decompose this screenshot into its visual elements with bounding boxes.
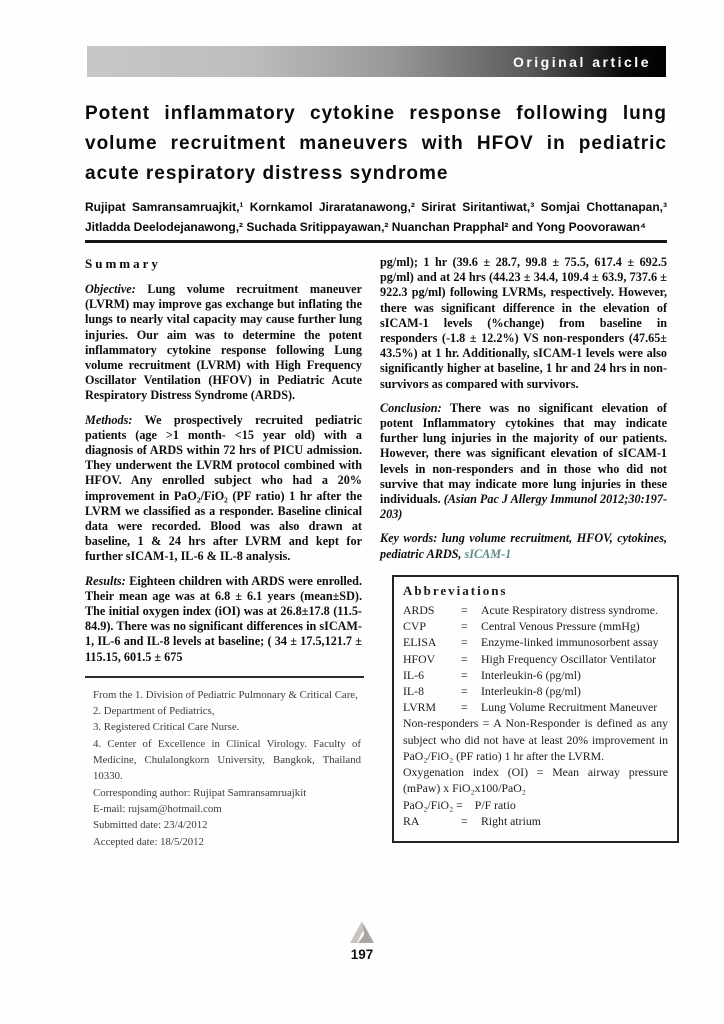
header-divider [85,240,667,243]
journal-citation: (Asian Pac J Allergy Immunol 2012;30:197-203) [380,492,668,522]
abbr-equals: = [461,700,468,715]
abbr-equals: = [461,635,468,650]
abbreviation-row [403,667,668,683]
abbreviation-row [403,683,668,699]
abbreviations-box [392,575,679,843]
abbr-definition: Right atrium [481,813,541,828]
keywords-text: lung volume recruitment, HFOV, cytokines, pediatric ARDS, [380,531,667,561]
abbreviation-row [403,634,668,650]
abbr-equals: = [461,813,468,828]
abbr-equals: = [461,667,468,682]
abbr-equals: = [461,619,468,634]
methods-paragraph [85,413,362,565]
objective-label: Objective: [85,282,136,296]
abbr-term: IL-6 [403,667,424,682]
title-line: acute respiratory distress syndrome [85,163,449,184]
footnote-divider [85,676,364,678]
abbr-equals: = [461,684,468,699]
abbr-definition: High Frequency Oscillator Ventilator [481,651,657,666]
right-column [380,255,667,850]
abbr-term: IL-8 [403,684,424,699]
journal-logo-icon [347,920,377,945]
results-label: Results: [85,573,126,588]
abbr-definition: Interleukin-6 (pg/ml) [481,667,581,682]
abbr-note-non-responders: Non-responders = A Non-Responder is defined as any subject who did not have at least 20% improvement in PaO₂/FiO₂ (PF ratio) 1 hr after the LVRM. [403,716,668,763]
footnotes [85,687,361,850]
abbr-term: PaO₂/FiO₂ = [403,797,463,812]
title-line: Potent inflammatory cytokine response following lung [85,103,667,124]
page-number: 197 [350,947,374,962]
summary-heading: Summary [85,256,161,271]
authors-line: Rujipat Samransamruajkit,¹ Kornkamol Jiraratanawong,² Sirirat Siritantiwat,³ Somjai Chottanapan,³ Jitladda Deelodejanawong,² Suchada Sritippayawan,² Nuanchan Prapphal² and Yong Poovorawan⁴ [85,200,667,234]
footnote-line: 3. Registered Critical Care Nurse. [93,721,240,734]
abbr-definition: Enzyme-linked immunosorbent assay [481,635,659,650]
methods-text: We prospectively recruited pediatric patients (age >1 month- <15 year old) with a diagnosis of ARDS within 72 hrs of PICU admission. They underwent the LVRM protocol combined with HFOV. Any enrolled subject who had a 20% improvement in PaO₂/FiO₂ (PF ratio) 1 hr after the LVRM we classified as a responder. Baseline clinical data were recorded. Blood was also drawn at baseline, 1 & 24 hrs after LVRM and kept for further sICAM-1, IL-6 & IL-8 analysis. [85,412,362,564]
keywords-label: Key words: [380,531,438,546]
objective-paragraph [85,282,362,404]
abbr-term: RA [403,813,420,828]
objective-text: Lung volume recruitment maneuver (LVRM) may improve gas exchange but inflating the lungs to nearly vital capacity may cause further lung injuries. Our aim was to determine the potent inflammatory cytokine response following Lung volume recruitment (LVRM) with High Frequency Oscillator Ventilation (HFOV) in Pediatric Acute Respiratory Distress Syndrome (ARDS). [85,282,362,403]
left-column [85,255,362,850]
footnote-line: 4. Center of Excellence in Clinical Virology. Faculty of Medicine, Chulalongkorn University, Bangkok, Thailand 10330. [93,737,361,783]
abbr-definition: P/F ratio [474,797,516,812]
footnote-line: 2. Department of Pediatrics, [93,705,215,718]
abbreviation-row [403,602,668,618]
abbr-term: ELISA [403,635,437,650]
abbreviation-row [403,618,668,634]
results-paragraph [85,574,362,665]
abbr-term: ARDS [403,603,435,618]
results-continued-paragraph: pg/ml); 1 hr (39.6 ± 28.7, 99.8 ± 75.5, 617.4 ± 692.5 pg/ml) and at 24 hrs (44.23 ± 34.4, 109.4 ± 63.9, 737.6 ± 922.3 pg/ml) following LVRMs, respectively. However, there was significant difference in the elevation of sICAM-1 levels (%change) from baseline in responders (-1.8 ± 12.2%) VS non-responders (47.65± 43.5%) at 1 hr. Additionally, sICAM-1 levels were also significantly higher at baseline, 1 hr and 24 hrs in non-survivors as compared with survivors. [380,255,667,391]
abbr-term: LVRM [403,700,436,715]
abbr-definition: Acute Respiratory distress syndrome. [481,603,658,618]
abbr-equals: = [461,651,468,666]
keywords-paragraph [380,531,667,561]
page-title [85,99,667,189]
keyword-highlight: sICAM-1 [464,546,512,561]
abbr-term: HFOV [403,651,436,666]
footnote-accepted-date: Accepted date: 18/5/2012 [93,835,204,848]
conclusion-label: Conclusion: [380,400,442,415]
footnote-line: From the 1. Division of Pediatric Pulmonary & Critical Care, [93,688,358,701]
abbreviation-row [403,813,668,829]
conclusion-text: There was no significant elevation of potent Inflammatory cytokines that may indicate further lung injuries in the majority of our patients. However, there was significant elevation of sICAM-1 levels in non-responders and in those who did not survive that may indicate more lung injuries in these individuals. [380,400,667,507]
abbr-note-oxygenation-index: Oxygenation index (OI) = Mean airway pressure (mPaw) x FiO₂x100/PaO₂ [403,765,668,796]
abbreviations-heading: Abbreviations [403,582,508,598]
abbr-equals: = [461,603,468,618]
footnote-submitted-date: Submitted date: 23/4/2012 [93,819,208,832]
footnote-email: E-mail: rujsam@hotmail.com [93,802,222,815]
abbreviation-row [403,797,668,813]
abbr-term: CVP [403,619,426,634]
abbr-definition: Central Venous Pressure (mmHg) [481,619,640,634]
abbr-definition: Lung Volume Recruitment Maneuver [481,700,658,715]
abbreviation-row [403,651,668,667]
abbr-definition: Interleukin-8 (pg/ml) [481,684,581,699]
methods-label: Methods: [85,412,133,427]
footnote-line: Corresponding author: Rujipat Samransamruajkit [93,786,307,799]
results-text: Eighteen children with ARDS were enrolled. Their mean age was at 6.8 ± 6.1 years (mean±SD). The initial oxygen index (iOI) was at 26.8±17.8 (11.5-84.9). There was no significant differences in sICAM-1, IL-6 and IL-8 levels at baseline; ( 34 ± 17.5,121.7 ± 115.15, 601.5 ± 675 [85,573,362,664]
original-article-badge: Original article [512,53,651,70]
abbreviation-row [403,699,668,715]
title-line: volume recruitment maneuvers with HFOV in pediatric [85,133,667,154]
conclusion-paragraph [380,401,667,523]
header-bar [87,46,666,77]
two-column-body [85,255,667,850]
